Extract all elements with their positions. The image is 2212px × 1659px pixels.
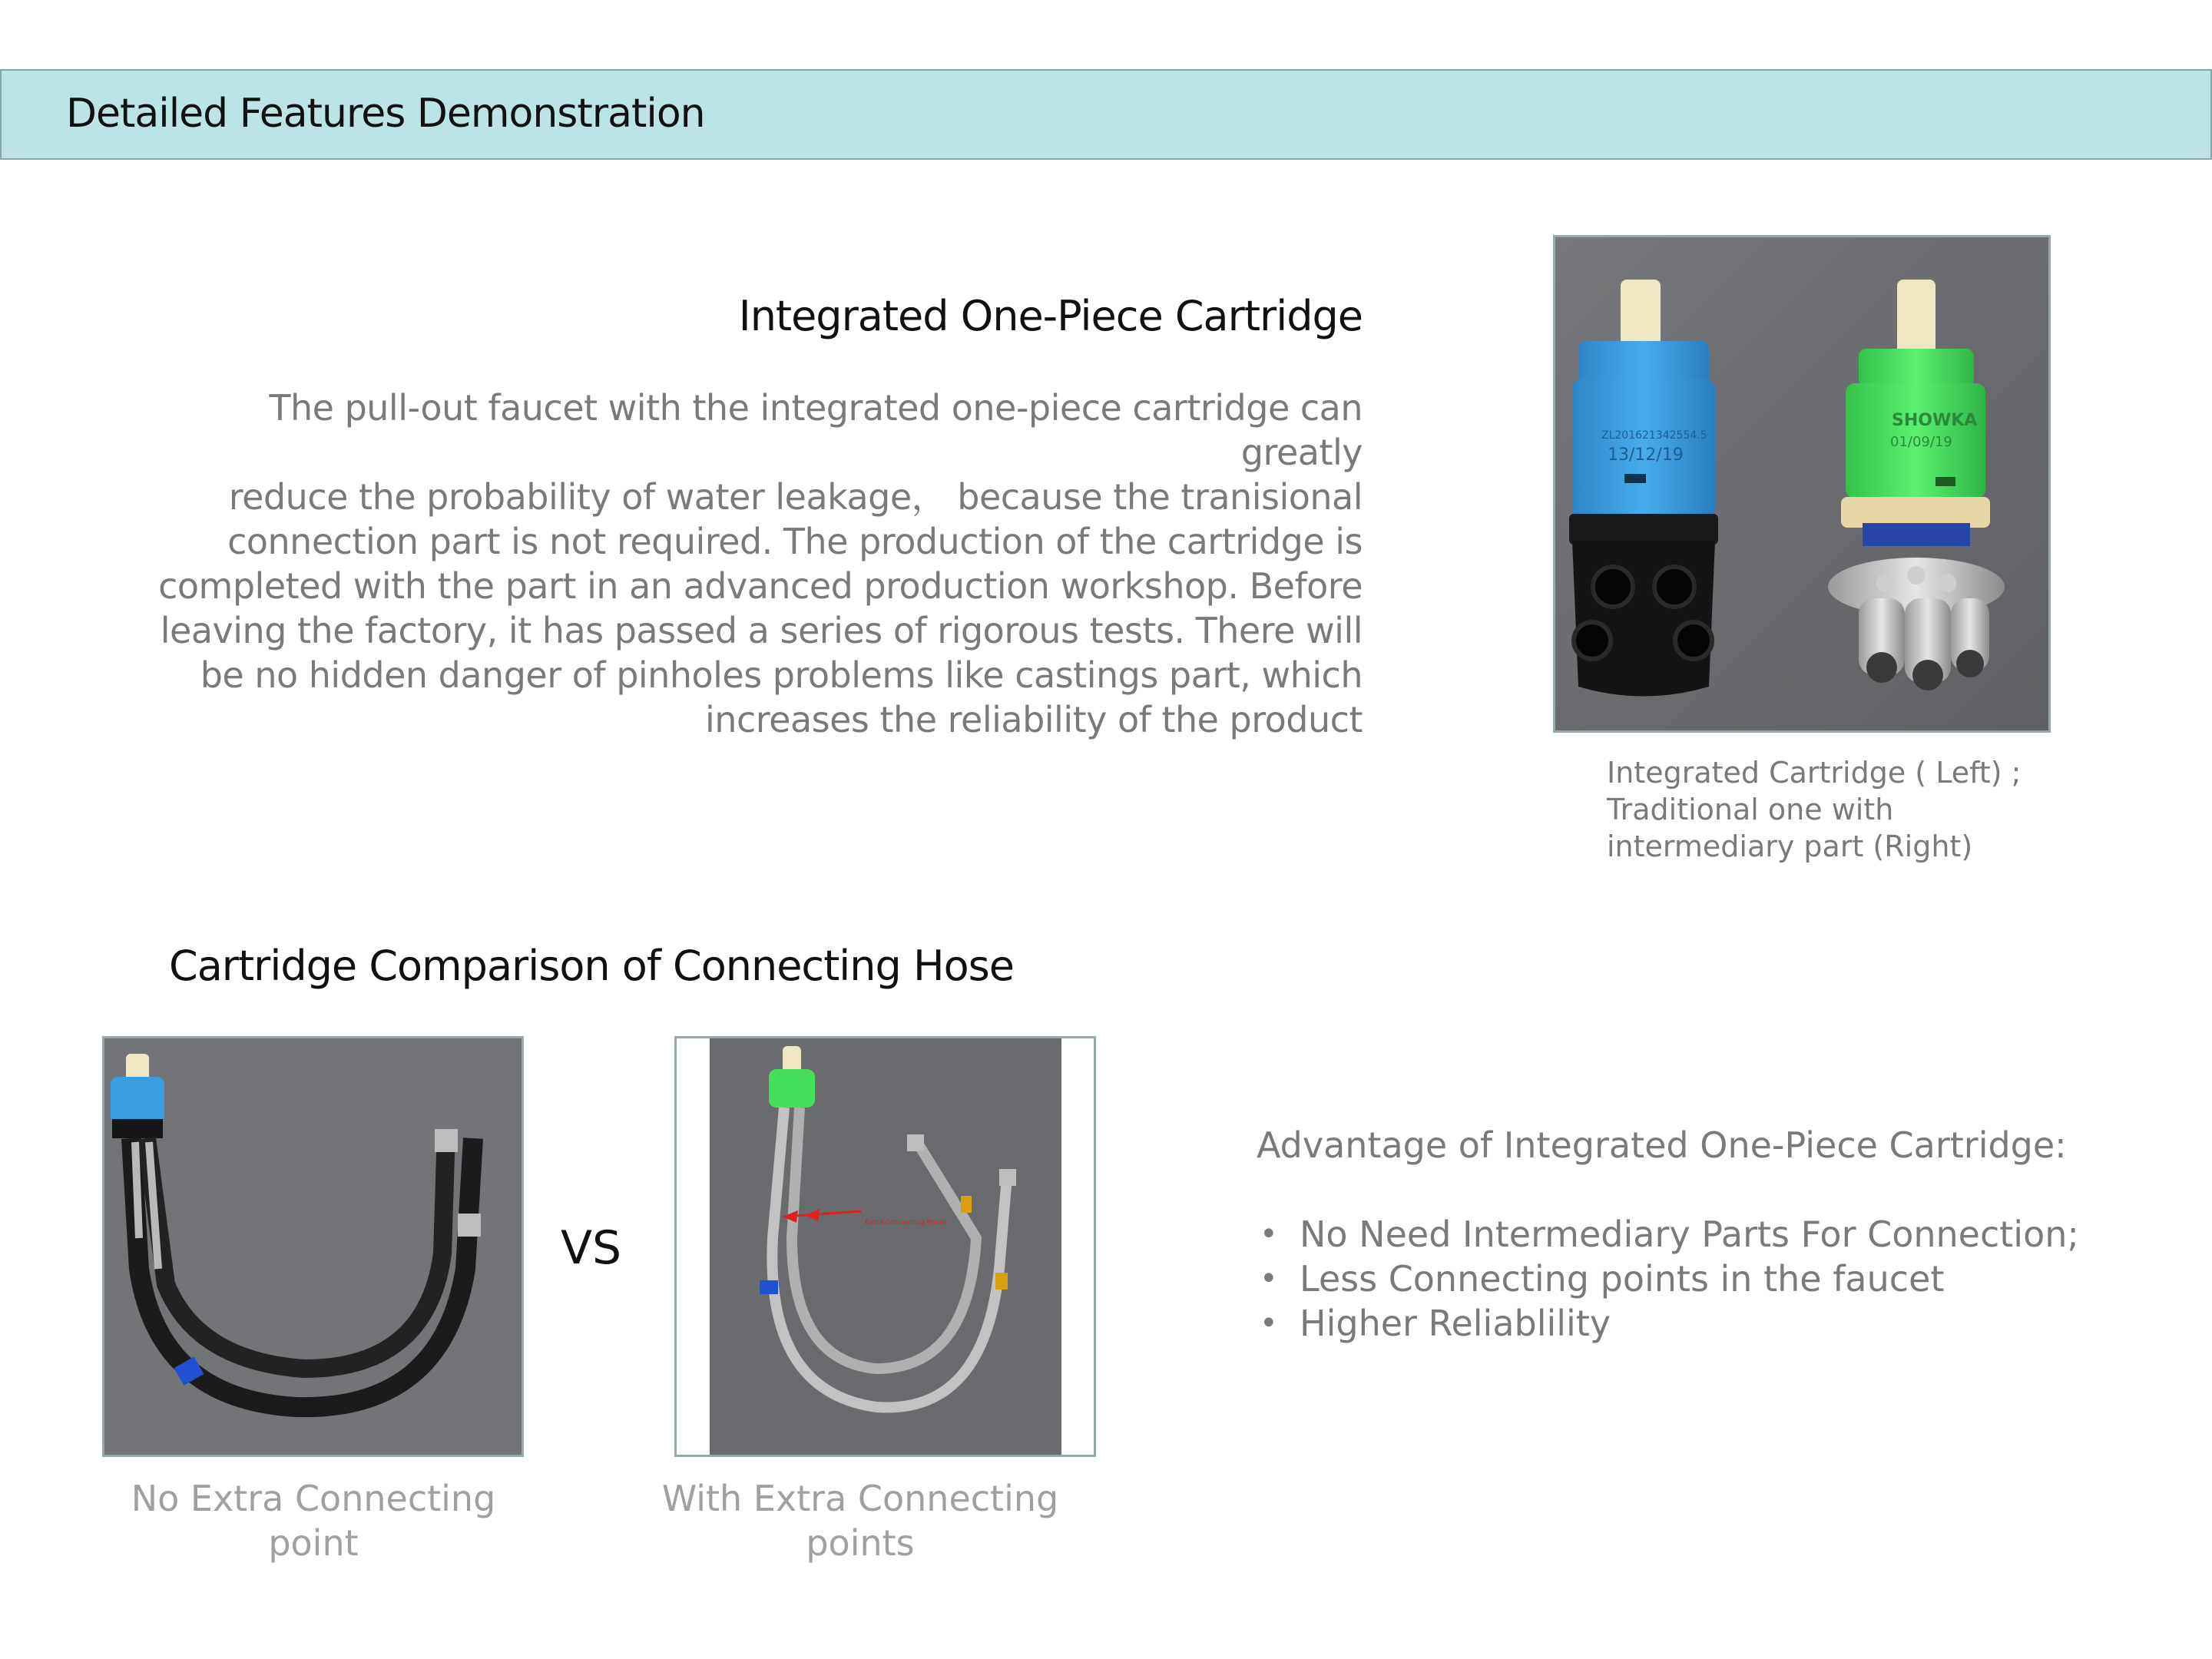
bullet-icon: • <box>1260 1217 1278 1252</box>
caption-line: points <box>806 1522 915 1564</box>
cartridge-illustration <box>1555 237 2048 730</box>
caption-line: No Extra Connecting <box>131 1478 496 1519</box>
hose-no-extra-photo <box>102 1036 524 1457</box>
svg-text:13/12/19: 13/12/19 <box>1608 445 1684 465</box>
cartridge-comparison-photo <box>1553 235 2051 733</box>
hose-illustration-steel <box>677 1038 1094 1455</box>
hose-with-extra-photo <box>674 1036 1096 1457</box>
hose1-caption <box>98 1476 528 1565</box>
list-item: • Higher Reliablility <box>1260 1303 1611 1344</box>
list-item: • Less Connecting points in the faucet <box>1260 1258 1945 1300</box>
cartridge-photo-caption <box>1607 754 2037 865</box>
svg-text:ZL201621342554.5: ZL201621342554.5 <box>1601 429 1707 442</box>
body-line: leaving the factory, it has passed a series of rigorous tests. There will <box>160 610 1363 651</box>
caption-line: With Extra Connecting <box>661 1478 1059 1519</box>
hose-illustration-black <box>104 1038 522 1455</box>
advantages-list <box>1257 1212 2079 1346</box>
body-line: increases the reliability of the product <box>705 699 1363 740</box>
body-line: connection part is not required. The production of the cartridge is <box>227 521 1363 562</box>
svg-text:Extra Connecting Points: Extra Connecting Points <box>865 1219 948 1227</box>
section-title-hose: Cartridge Comparison of Connecting Hose <box>169 942 1014 990</box>
body-line: reduce the probability of water leakage， because the tranisional <box>228 476 1363 518</box>
hose2-caption <box>645 1476 1075 1565</box>
section-body-cartridge <box>154 386 1363 742</box>
body-line: be no hidden danger of pinholes problems like castings part, which <box>200 654 1363 696</box>
body-line: completed with the part in an advanced production workshop. Before <box>158 565 1363 607</box>
advantages-title: Advantage of Integrated One-Piece Cartridge: <box>1257 1124 2067 1166</box>
section-title-cartridge: Integrated One-Piece Cartridge <box>738 292 1363 340</box>
bullet-icon: • <box>1260 1306 1278 1341</box>
body-line: The pull-out faucet with the integrated one-piece cartridge can greatly <box>269 387 1363 473</box>
caption-line: intermediary part (Right) <box>1607 830 1973 863</box>
bullet-icon: • <box>1260 1261 1278 1296</box>
svg-text:01/09/19: 01/09/19 <box>1890 434 1952 450</box>
list-item: • No Need Intermediary Parts For Connection; <box>1260 1214 2079 1255</box>
caption-line: point <box>268 1522 359 1564</box>
vs-label: VS <box>561 1221 622 1275</box>
caption-line: Traditional one with <box>1607 793 1894 826</box>
svg-text:SHOWKA: SHOWKA <box>1892 411 1978 430</box>
caption-line: Integrated Cartridge ( Left) ; <box>1607 756 2022 790</box>
stem-icon <box>1621 280 1661 349</box>
page-title: Detailed Features Demonstration <box>66 91 705 137</box>
